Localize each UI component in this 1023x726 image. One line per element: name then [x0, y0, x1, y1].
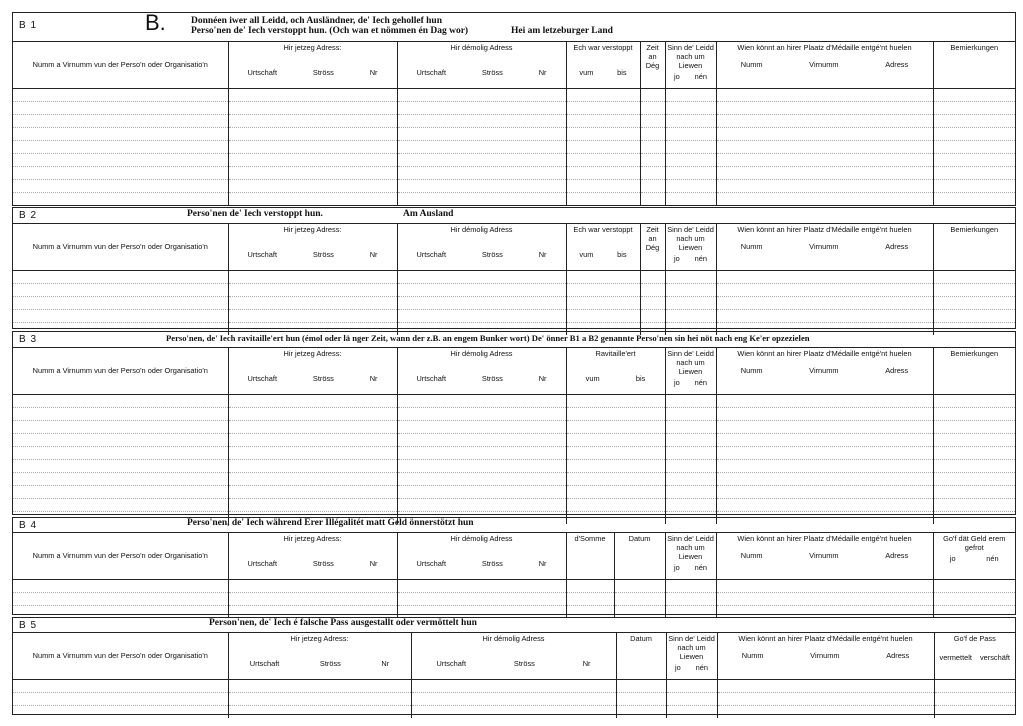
- former-address-header: Hir démolig Adress Urtschaft Ströss Nr: [397, 42, 566, 88]
- former-address-header: Hir démolig Adress Urtschaft Ströss Nr: [397, 348, 566, 394]
- name-header: Numm a Virnumm vun der Perso'n oder Organisatio'n: [13, 348, 228, 394]
- section-b5-table: [13, 633, 1015, 718]
- table-row: [13, 692, 1015, 705]
- current-address-header: Hir jetzeg Adress: Urtschaft Ströss Nr: [228, 42, 397, 88]
- section-title-line2: Perso'nen de' Iech verstoppt hun. (Och wan et nömmen én Dag wor): [191, 26, 469, 36]
- money-returned-header: Go'f dät Geld erem gefrot jo nén: [933, 533, 1015, 579]
- section-b2-table: [13, 224, 1015, 335]
- alive-header: Sinn de' Leidd nach um Liewen jo nén: [666, 633, 717, 679]
- medal-header: Wien könnt an hirer Plaatz d'Médaille entgé'nt huelen Numm Virnumm Adress: [716, 42, 933, 88]
- current-address-header: Hir jetzeg Adress: Urtschaft Ströss Nr: [228, 633, 411, 679]
- former-address-header: Hir démolig Adress Urtschaft Ströss Nr: [397, 224, 566, 270]
- section-b3-table: [13, 348, 1015, 524]
- table-row: [13, 472, 1015, 485]
- name-header: Numm a Virnumm vun der Perso'n oder Organisatio'n: [13, 633, 228, 679]
- table-row: [13, 433, 1015, 446]
- section-b2: [12, 207, 1016, 329]
- section-b5-header: [13, 618, 1015, 633]
- table-row: [13, 283, 1015, 296]
- table-row: [13, 153, 1015, 166]
- section-title-extra: Am Ausland: [403, 209, 454, 219]
- table-row: [13, 459, 1015, 472]
- alive-header: Sinn de' Leidd nach um Liewen jo nén: [665, 533, 716, 579]
- table-row: [13, 140, 1015, 153]
- table-row: [13, 605, 1015, 618]
- table-row: [13, 127, 1015, 140]
- section-id: B 1: [19, 20, 38, 31]
- date-header: Datum: [614, 533, 665, 579]
- section-b1-header: [13, 10, 1015, 42]
- name-header: Numm a Virnumm vun der Perso'n oder Organisatio'n: [13, 42, 228, 88]
- section-title-line1: Donnéen iwer all Leidd, och Ausländner, de' Iech gehollef hun: [191, 16, 442, 26]
- current-address-header: Hir jetzeg Adress: Urtschaft Ströss Nr: [228, 348, 397, 394]
- section-b3-header: [13, 332, 1015, 348]
- table-row: [13, 420, 1015, 433]
- name-header: Numm a Virnumm vun der Perso'n oder Organisatio'n: [13, 224, 228, 270]
- table-row: [13, 705, 1015, 718]
- section-id: B 5: [19, 620, 38, 631]
- alive-header: Sinn de' Leidd nach um Liewen jo nén: [665, 348, 716, 394]
- section-b3: [12, 331, 1016, 515]
- section-b5: [12, 617, 1016, 715]
- table-row: [13, 498, 1015, 511]
- days-header: Zeit an Dég: [640, 42, 665, 88]
- table-row: [13, 309, 1015, 322]
- section-b1: [12, 12, 1016, 206]
- table-row: [13, 179, 1015, 192]
- name-header: Numm a Virnumm vun der Perso'n oder Organisatio'n: [13, 533, 228, 579]
- table-row: [13, 679, 1015, 692]
- remarks-header: Bemierkungen: [933, 42, 1015, 88]
- table-row: [13, 166, 1015, 179]
- table-row: [13, 394, 1015, 407]
- medal-header: Wien könnt an hirer Plaatz d'Médaille entgé'nt huelen Numm Virnumm Adress: [716, 348, 933, 394]
- section-id: B 4: [19, 520, 38, 531]
- current-address-header: Hir jetzeg Adress: Urtschaft Ströss Nr: [228, 533, 397, 579]
- form-letter: B.: [145, 10, 166, 35]
- hidden-period-header: Ech war verstoppt vum bis: [566, 42, 640, 88]
- table-row: [13, 485, 1015, 498]
- supplied-period-header: Ravitaille'ert vum bis: [566, 348, 665, 394]
- section-b4: [12, 517, 1016, 615]
- medal-header: Wien könnt an hirer Plaatz d'Médaille entgé'nt huelen Numm Virnumm Adress: [716, 224, 933, 270]
- former-address-header: Hir démolig Adress Urtschaft Ströss Nr: [397, 533, 566, 579]
- sum-header: d'Somme: [566, 533, 614, 579]
- medal-header: Wien könnt an hirer Plaatz d'Médaille entgé'nt huelen Numm Virnumm Adress: [716, 533, 933, 579]
- hidden-period-header: Ech war verstoppt vum bis: [566, 224, 640, 270]
- former-address-header: Hir démolig Adress Urtschaft Ströss Nr: [411, 633, 616, 679]
- table-row: [13, 88, 1015, 101]
- section-title: Perso'nen de' Iech verstoppt hun.: [187, 209, 323, 219]
- table-row: [13, 270, 1015, 283]
- current-address-header: Hir jetzeg Adress: Urtschaft Ströss Nr: [228, 224, 397, 270]
- section-title: Perso'nen, de' Iech ravitaille'ert hun (émol oder lä nger Zeit, wann der z.B. an engem Bunker wort) De' önner B1 a B2 genannte Perso'nen sin hei nöt nach eng Ke'er opzezielen: [166, 333, 810, 343]
- alive-header: Sinn de' Leidd nach um Liewen jo nén: [665, 224, 716, 270]
- alive-header: Sinn de' Leidd nach um Liewen jo nén: [665, 42, 716, 88]
- table-row: [13, 101, 1015, 114]
- passport-header: Go'f de Pass vermettelt verschäft: [934, 633, 1015, 679]
- table-row: [13, 446, 1015, 459]
- section-id: B 3: [19, 334, 38, 345]
- table-row: [13, 192, 1015, 205]
- remarks-header: Bemierkungen: [933, 348, 1015, 394]
- days-header: Zeit an Dég: [640, 224, 665, 270]
- date-header: Datum: [616, 633, 666, 679]
- section-title: Perso'nen, de' Iech während Erer Illégalitét matt Geld önnerstötzt hun: [187, 518, 474, 528]
- remarks-header: Bemierkungen: [933, 224, 1015, 270]
- table-row: [13, 114, 1015, 127]
- section-b2-header: [13, 208, 1015, 224]
- table-row: [13, 579, 1015, 592]
- section-title: Person'nen, de' Iech é falsche Pass ausgestallt oder vermöttelt hun: [209, 618, 477, 628]
- table-row: [13, 407, 1015, 420]
- table-row: [13, 296, 1015, 309]
- section-id: B 2: [19, 210, 38, 221]
- medal-header: Wien könnt an hirer Plaatz d'Médaille entgé'nt huelen Numm Virnumm Adress: [717, 633, 934, 679]
- section-b1-table: [13, 42, 1015, 205]
- table-row: [13, 592, 1015, 605]
- section-title-extra: Hei am letzeburger Land: [511, 26, 613, 36]
- section-b4-table: [13, 533, 1015, 618]
- section-b4-header: [13, 518, 1015, 533]
